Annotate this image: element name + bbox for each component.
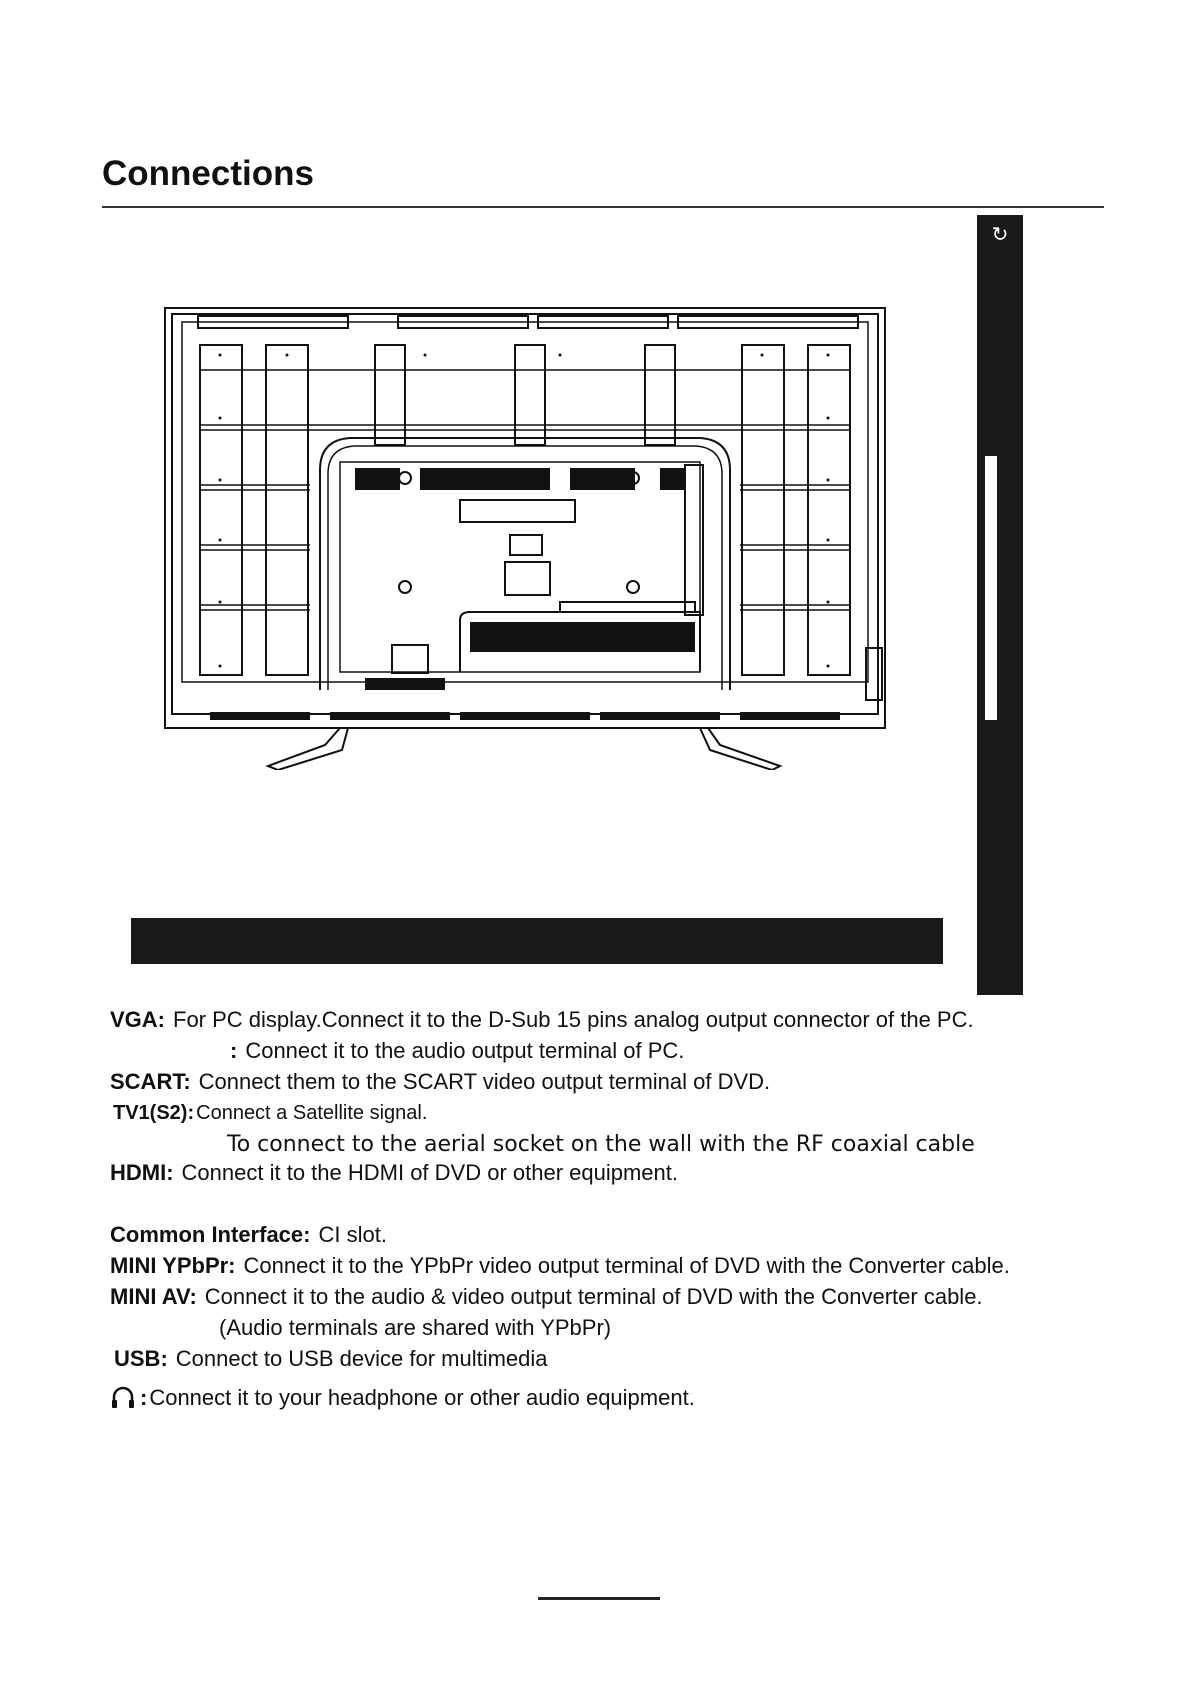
connection-text: For PC display.Connect it to the D-Sub 15 pins analog output connector of the PC.: [173, 1007, 974, 1032]
list-item: [110, 1284, 983, 1310]
list-item: [114, 1346, 548, 1372]
connection-text: Connect a Satellite signal.: [196, 1102, 428, 1124]
list-item: [227, 1131, 975, 1158]
connection-text: (Audio terminals are shared with YPbPr): [219, 1315, 612, 1340]
list-item: [113, 1100, 427, 1126]
list-item: [110, 1253, 1010, 1279]
page-number-line: [538, 1597, 660, 1600]
connection-text: Connect it to the audio & video output terminal of DVD with the Converter cable.: [204, 1284, 983, 1309]
connection-label: SCART:: [110, 1069, 191, 1094]
connection-text: CI slot.: [318, 1222, 387, 1247]
connection-label: VGA:: [110, 1007, 165, 1032]
connection-label: HDMI:: [110, 1160, 174, 1185]
refresh-icon: ↻: [991, 224, 1009, 246]
side-tab: [977, 215, 1023, 995]
list-item: [110, 1222, 387, 1248]
list-item: [219, 1315, 611, 1341]
tv-rear-diagram: [160, 300, 890, 770]
headphone-icon: [110, 1384, 136, 1410]
list-item: [110, 1384, 695, 1411]
connection-label: USB:: [114, 1346, 168, 1371]
connection-label: MINI AV:: [110, 1284, 197, 1309]
diagram-caption-bar: [131, 918, 943, 964]
connection-text: Connect it to the audio output terminal of PC.: [245, 1038, 685, 1063]
connection-label: :: [140, 1385, 148, 1410]
page-title: Connections: [102, 154, 314, 193]
list-item: [110, 1007, 974, 1033]
connection-text: Connect it to the HDMI of DVD or other equipment.: [181, 1160, 678, 1185]
connection-text: To connect to the aerial socket on the wall with the RF coaxial cable: [227, 1132, 975, 1157]
connection-label: TV1(S2):: [113, 1102, 195, 1124]
list-item: [230, 1038, 684, 1064]
side-strip: [985, 456, 997, 720]
connection-text: Connect it to your headphone or other audio equipment.: [149, 1385, 695, 1410]
connection-label: :: [230, 1038, 238, 1063]
connection-text: Connect it to the YPbPr video output terminal of DVD with the Converter cable.: [243, 1253, 1010, 1278]
connection-label: Common Interface:: [110, 1222, 311, 1247]
list-item: [110, 1160, 678, 1186]
connection-text: Connect them to the SCART video output terminal of DVD.: [198, 1069, 771, 1094]
list-item: [110, 1069, 770, 1095]
connection-text: Connect to USB device for multimedia: [175, 1346, 548, 1371]
title-divider: [102, 206, 1104, 208]
connection-label: MINI YPbPr:: [110, 1253, 236, 1278]
